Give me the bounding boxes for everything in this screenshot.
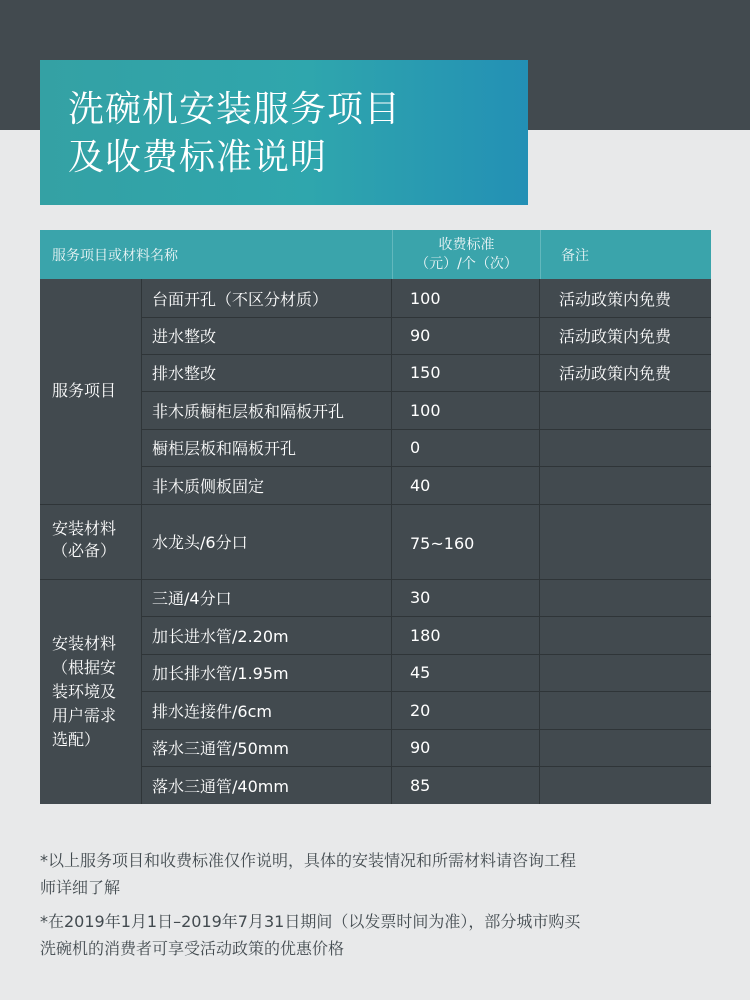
- row-name: 台面开孔（不区分材质）: [152, 289, 329, 309]
- category-optional-line1: 安装材料: [52, 634, 117, 653]
- category-required-line2: （必备）: [52, 541, 117, 560]
- header-price-line2: （元）/个（次）: [415, 255, 518, 272]
- row-price: 100: [410, 288, 441, 308]
- grid-line: [40, 579, 711, 580]
- header-price: [392, 230, 540, 279]
- category-service: 服务项目: [52, 381, 117, 400]
- row-name: 三通/4分口: [152, 589, 232, 608]
- category-optional: [52, 632, 142, 752]
- row-name: 加长进水管/2.20m: [152, 626, 289, 646]
- header-item: 服务项目或材料名称: [52, 247, 178, 264]
- row-name: 排水连接件/6cm: [152, 701, 272, 721]
- title-line-1: 洗碗机安装服务项目: [68, 89, 402, 130]
- footnote-2: [40, 908, 720, 962]
- title-banner: [40, 60, 528, 205]
- header-note: 备注: [540, 230, 711, 279]
- category-optional-line3: 装环境及: [52, 682, 117, 701]
- footnote-1: [40, 847, 720, 901]
- row-price: 40: [410, 475, 431, 495]
- row-name: 加长排水管/1.95m: [152, 664, 289, 683]
- row-name: 落水三通管/40mm: [152, 776, 289, 796]
- row-price: 20: [410, 700, 431, 720]
- footnote-2-line1: *在2019年1月1日–2019年7月31日期间（以发票时间为准），部分城市购买: [40, 912, 581, 931]
- table-header: [40, 230, 711, 279]
- row-name: 非木质侧板固定: [152, 476, 265, 496]
- row-price: 180: [410, 625, 441, 645]
- row-note: 活动政策内免费: [559, 327, 672, 346]
- category-optional-line5: 选配）: [52, 730, 101, 749]
- row-name: 非木质橱柜层板和隔板开孔: [152, 401, 345, 421]
- grid-line: [40, 504, 711, 505]
- row-price: 150: [410, 363, 441, 382]
- footnote-1-line1: *以上服务项目和收费标准仅作说明，具体的安装情况和所需材料请咨询工程: [40, 851, 577, 870]
- row-note: 活动政策内免费: [559, 364, 672, 383]
- row-price: 100: [410, 400, 441, 420]
- row-price: 85: [410, 775, 431, 795]
- row-price: 90: [410, 326, 431, 345]
- grid-line: [539, 279, 540, 804]
- category-required: [52, 518, 142, 562]
- category-optional-line4: 用户需求: [52, 706, 117, 725]
- row-price: 45: [410, 663, 431, 682]
- category-required-line1: 安装材料: [52, 519, 117, 538]
- footnote-2-line2: 洗碗机的消费者可享受活动政策的优惠价格: [40, 939, 345, 958]
- row-price: 30: [410, 588, 431, 607]
- footnote-1-line2: 师详细了解: [40, 878, 121, 897]
- price-table: [40, 230, 711, 804]
- row-name: 落水三通管/50mm: [152, 739, 289, 758]
- row-name: 排水整改: [152, 364, 217, 383]
- row-price: 0: [410, 438, 421, 457]
- row-price: 90: [410, 738, 431, 757]
- row-name: 水龙头/6分口: [152, 533, 248, 552]
- header-price-line1: 收费标准: [438, 236, 495, 253]
- row-name: 进水整改: [152, 327, 217, 346]
- row-name: 橱柜层板和隔板开孔: [152, 439, 297, 458]
- row-note: 活动政策内免费: [559, 289, 672, 309]
- row-price: 75~160: [410, 534, 475, 553]
- grid-line: [391, 279, 392, 804]
- title-line-2: 及收费标准说明: [68, 137, 328, 178]
- category-optional-line2: （根据安: [52, 658, 117, 677]
